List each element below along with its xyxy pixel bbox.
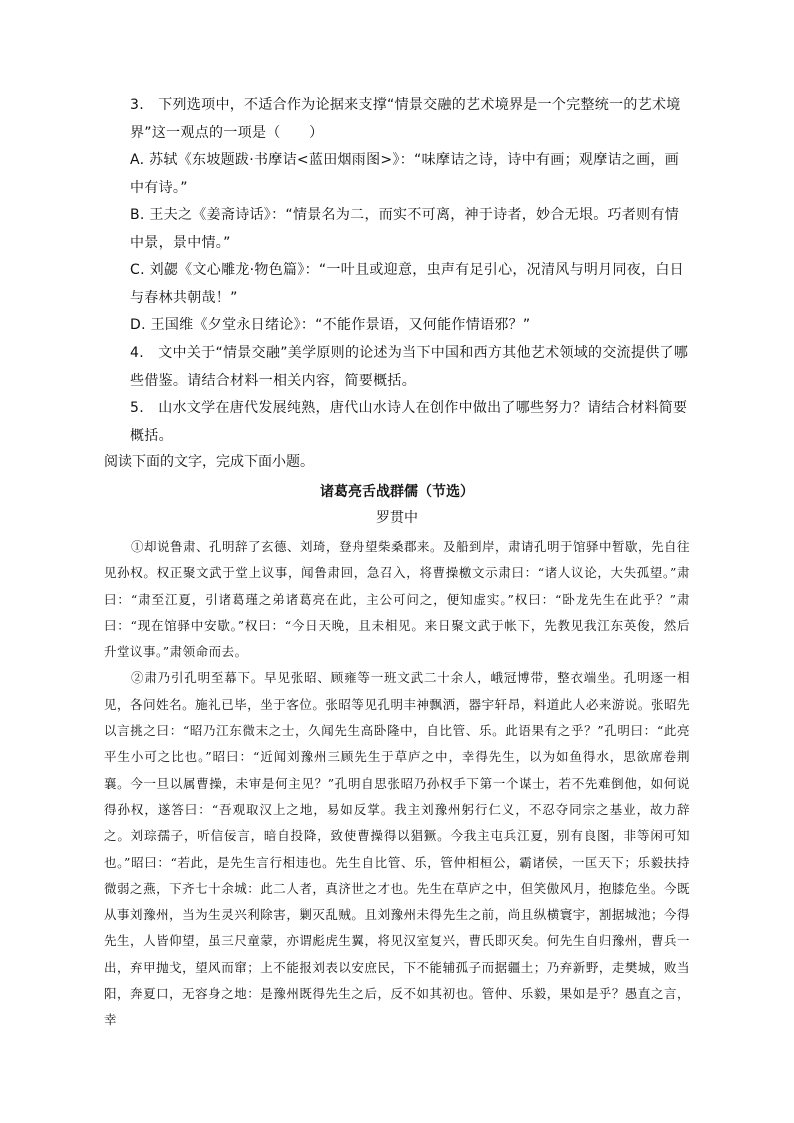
reading-instruction: 阅读下面的文字，完成下面小题。 — [104, 454, 314, 470]
question-4-stem: 4. 文中关于“情景交融”美学原则的论述为当下中国和西方其他艺术领域的交流提供了哪些借鉴。请结合材料一相关内容，简要概括。 — [130, 345, 689, 389]
article-paragraph-2: ②肃乃引孔明至幕下。早见张昭、顾雍等一班文武二十余人，峨冠博带，整衣端坐。孔明逐一相见，各问姓名。施礼已毕，坐于客位。张昭等见孔明丰神飘洒，器宇轩昂，料道此人必来游说。张昭先以言挑之曰：“昭乃江东微末之士，久闻先生高卧隆中，自比管、乐。此语果有之乎？”孔明曰：“此亮平生小可之比也。”昭曰：“近闻刘豫州三顾先生于草庐之中，幸得先生，以为如鱼得水，思欲席卷荆襄。今一旦以属曹操，未审是何主见？”孔明自思张昭乃孙权手下第一个谋士，若不先难倒他，如何说得孙权，遂答曰：“吾观取汉上之地，易如反掌。我主刘豫州躬行仁义，不忍夺同宗之基业，故力辞之。刘琮孺子，听信佞言，暗自投降，致使曹操得以猖獗。今我主屯兵江夏，别有良图，非等闲可知也。”昭曰：“若此，是先生言行相违也。先生自比管、乐，管仲相桓公，霸诸侯，一匡天下；乐毅扶持微弱之燕，下齐七十余城：此二人者，真济世之才也。先生在草庐之中，但笑傲风月，抱膝危坐。今既从事刘豫州，当为生灵兴利除害，剿灭乱贼。且刘豫州未得先生之前，尚且纵横寰宇，割据城池；今得先生，人皆仰望，虽三尺童蒙，亦谓彪虎生翼，将见汉室复兴，曹氏即灭矣。何先生自归豫州，曹兵一出，弃甲抛戈，望风而窜；上不能报刘表以安庶民，下不能辅孤子而据疆土；乃弃新野，走樊城，败当阳，奔夏口，无容身之地：是豫州既得先生之后，反不如其初也。管仲、乐毅，果如是乎？愚直之言，幸 — [104, 670, 690, 1028]
article-author: 罗贯中 — [376, 510, 418, 526]
question-3 — [130, 92, 690, 340]
article-title: 诸葛亮舌战群儒（节选） — [320, 484, 474, 500]
question-3-option-d: D. 王国维《夕堂永日绪论》：“不能作景语，又何能作情语邪？” — [130, 317, 531, 333]
question-5 — [130, 395, 690, 450]
article-body — [104, 534, 690, 1034]
question-3-stem: 3. 下列选项中，不适合作为论据来支撑“情景交融的艺术境界是一个完整统一的艺术境界”这一观点的一项是（ ） — [130, 97, 681, 141]
question-3-option-a: A. 苏轼《东坡题跋·书摩诘<蓝田烟雨图>》：“味摩诘之诗，诗中有画；观摩诘之画，画中有诗。” — [130, 152, 679, 196]
question-5-stem: 5. 山水文学在唐代发展纯熟，唐代山水诗人在创作中做出了哪些努力？请结合材料简要概括。 — [130, 400, 688, 444]
article-paragraph-1: ①却说鲁肃、孔明辞了玄德、刘琦，登舟望柴桑郡来。及船到岸，肃请孔明于馆驿中暂歇，先自往见孙权。权正聚文武于堂上议事，闻鲁肃回，急召入，将曹操檄文示肃曰：“诸人议论，大失孤望。”肃曰：“肃至江夏，引诸葛瑾之弟诸葛亮在此，主公可问之，便知虚实。”权曰：“卧龙先生在此乎？”肃曰：“现在馆驿中安歇。”权曰：“今日天晚，且未相见。来日聚文武于帐下，先教见我江东英俊，然后升堂议事。”肃领命而去。 — [104, 539, 691, 660]
question-4 — [130, 340, 690, 395]
question-3-option-b: B. 王夫之《姜斋诗话》：“情景名为二，而实不可离，神于诗者，妙合无垠。巧者则有情中景，景中情。” — [130, 207, 680, 251]
question-3-option-c: C. 刘勰《文心雕龙·物色篇》：“一叶且或迎意，虫声有足引心，况清风与明月同夜，白日与春林共朝哉！” — [130, 262, 684, 306]
